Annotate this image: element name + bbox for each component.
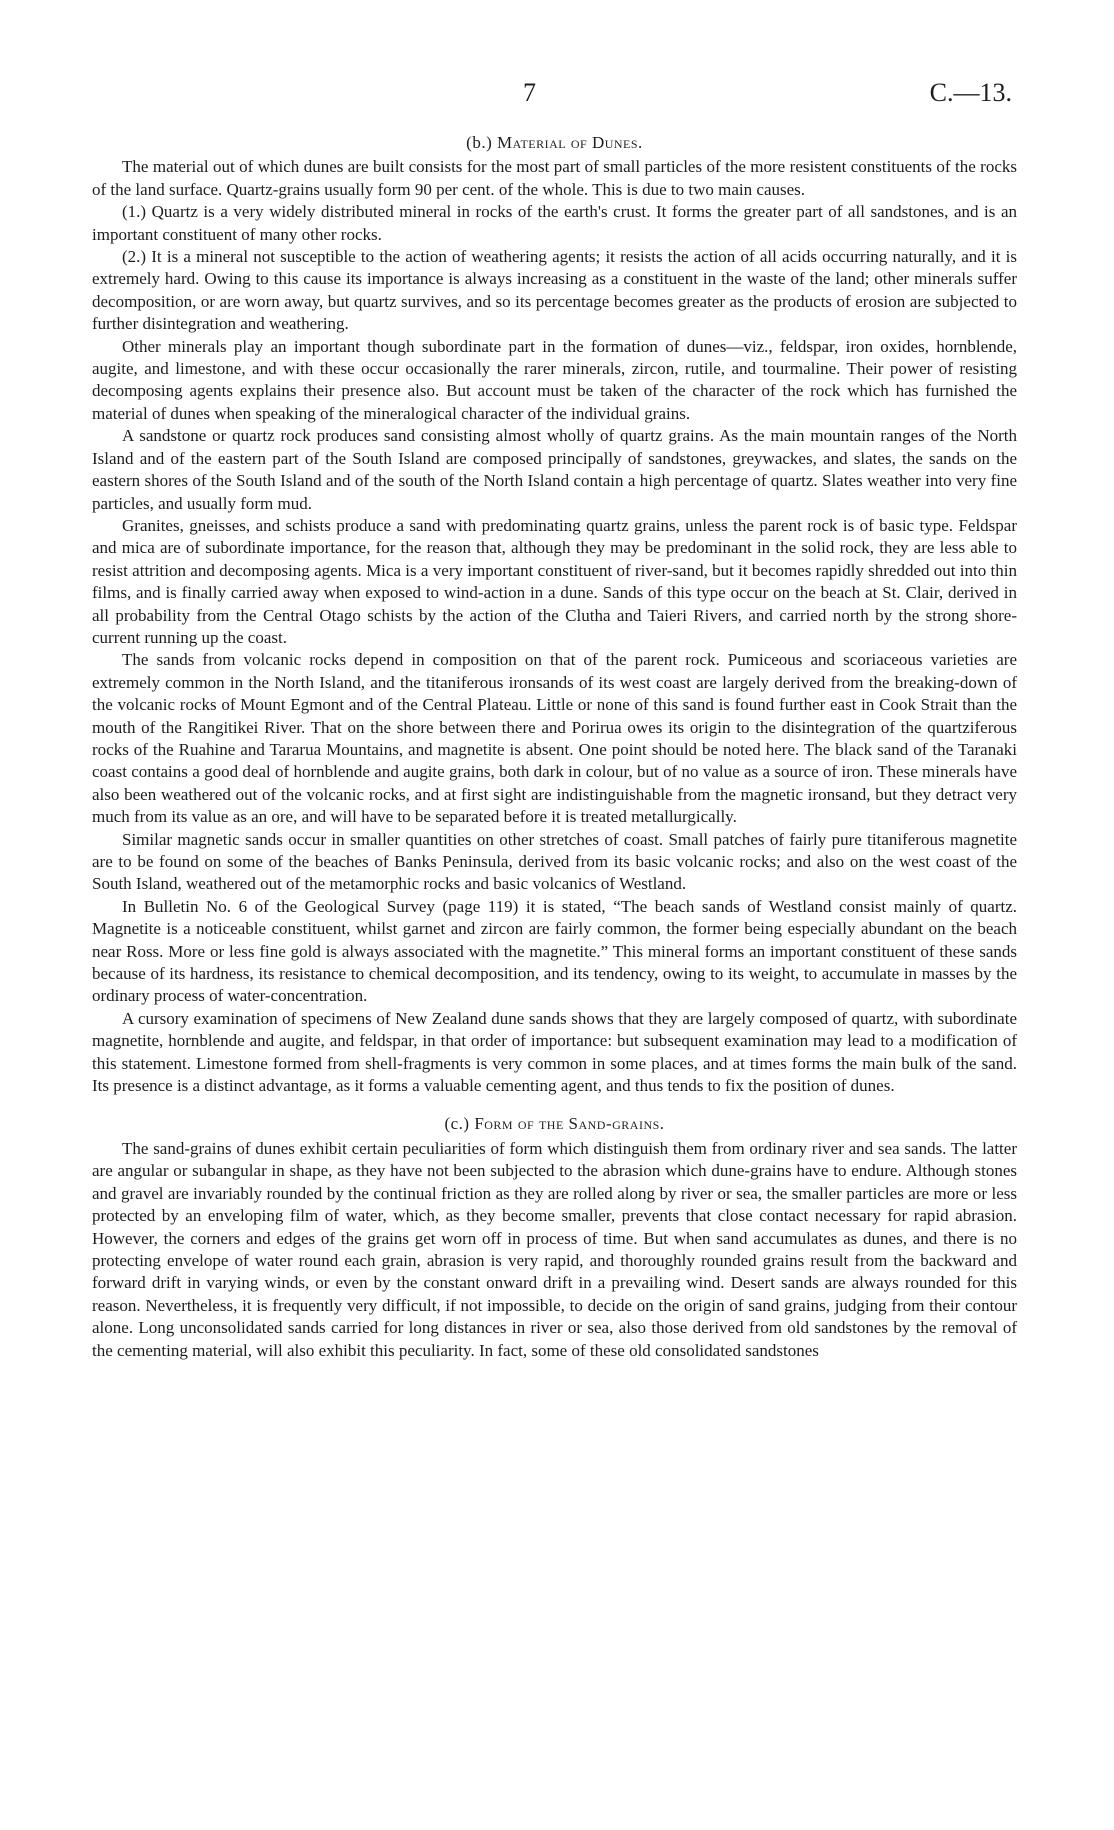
paragraph: The material out of which dunes are built consists for the most part of small particles of the more resistent constituents of the rocks of the land surface. Quartz-grains usually form 90 per cent. of the whole. This is due to two main causes. — [92, 157, 1017, 199]
paragraph: (2.) It is a mineral not susceptible to the action of weathering agents; it resists the action of all acids occurring naturally, and it is extremely hard. Owing to this cause its importance is always increasing as a constituent in the waste of the land; other minerals suffer decomposition, or are worn away, but quartz survives, and so its percentage becomes greater as the products of erosion are subjected to further disintegration and weathering. — [92, 247, 1017, 334]
paragraph: Other minerals play an important though subordinate part in the formation of dunes—viz., feldspar, iron oxides, hornblende, augite, and limestone, and with these occur occasionally the rarer minerals, zircon, rutile, and tourmaline. Their power of resisting decomposing agents explains their presence also. But account must be taken of the character of the rock which has furnished the material of dunes when speaking of the mineralogical character of the individual grains. — [92, 336, 1017, 423]
paragraph: Similar magnetic sands occur in smaller quantities on other stretches of coast. Small patches of fairly pure titaniferous magnetite are to be found on some of the beaches of Banks Peninsula, derived from its basic volcanic rocks; and also on the west coast of the South Island, weathered out of the metamorphic rocks and basic volcanics of Westland. — [92, 829, 1017, 894]
paragraph: In Bulletin No. 6 of the Geological Survey (page 119) it is stated, “The beach sands of Westland consist mainly of quartz. Magnetite is a noticeable constituent, whilst garnet and zircon are fairly common, the former being especially abundant on the beach near Ross. More or less fine gold is always associated with the magnetite.” This mineral forms an important constituent of these sands because of its hardness, its resistance to chemical decomposition, and its tendency, owing to its weight, to accumulate in masses by the ordinary process of water-concentration. — [92, 896, 1017, 1006]
paragraph: A cursory examination of specimens of New Zealand dune sands shows that they are largely composed of quartz, with subordinate magnetite, hornblende and augite, and feldspar, in that order of importance: but subsequent examination may lead to a modification of this statement. Limestone formed from shell-fragments is very common in some places, and at times forms the main bulk of the sand. Its presence is a distinct advantage, as it forms a valuable cementing agent, and thus tends to fix the position of dunes. — [92, 1008, 1017, 1096]
paragraph: Granites, gneisses, and schists produce a sand with predominating quartz grains, unless the parent rock is of basic type. Feldspar and mica are of subordinate importance, for the reason that, although they may be predominant in the solid rock, they are less able to resist attrition and decomposing agents. Mica is a very important constituent of river-sand, but it becomes rapidly shredded out into thin films, and is finally carried away when exposed to wind-action in a dune. Sands of this type occur on the beach at St. Clair, derived in all probability from the Central Otago schists by the action of the Clutha and Taieri Rivers, and carried north by the strong shore-current running up the coast. — [92, 515, 1017, 647]
section-title: Material of Dunes. — [497, 133, 643, 152]
section-heading-form-of-sand-grains — [92, 1113, 1017, 1135]
page-number: 7 — [523, 78, 536, 107]
section-title: Form of the Sand-grains. — [474, 1114, 665, 1134]
paragraph: The sand-grains of dunes exhibit certain peculiarities of form which distinguish them from ordinary river and sea sands. The latter are angular or subangular in shape, as they have not been subjected to the abrasion which dune-grains have to endure. Although stones and gravel are invariably rounded by the continual friction as they are rolled along by river or sea, the smaller particles are more or less protected by an enveloping film of water, which, as they become smaller, prevents that close contact necessary for rapid abrasion. However, the corners and edges of the grains get worn off in process of time. But when sand accumulates as dunes, and there is no protecting envelope of water round each grain, abrasion is very rapid, and thoroughly rounded grains result from the backward and forward drift in varying winds, or even by the constant onward drift in a prevailing wind. Desert sands are always rounded for this reason. Nevertheless, it is frequently very difficult, if not impossible, to decide on the origin of sand grains, judging from their contour alone. Long unconsolidated sands carried for long distances in river or sea, also those derived from old sandstones by the removal of the cementing material, will also exhibit this peculiarity. In fact, some of these old consolidated sandstones — [92, 1138, 1017, 1360]
section-label: (b.) — [466, 133, 493, 152]
section-label: (c.) — [444, 1114, 470, 1134]
section-heading-material-of-dunes — [92, 132, 1017, 154]
paragraph: (1.) Quartz is a very widely distributed mineral in rocks of the earth's crust. It forms the greater part of all sandstones, and is an important constituent of many other rocks. — [92, 202, 1017, 244]
paragraph: The sands from volcanic rocks depend in composition on that of the parent rock. Pumiceous and scoriaceous varieties are extremely common in the North Island, and the titaniferous ironsands of its west coast are largely derived from the breaking-down of the volcanic rocks of Mount Egmont and of the Central Plateau. Little or none of this sand is found further east in Cook Strait than the mouth of the Rangitikei River. That on the shore between there and Porirua owes its origin to the disintegration of the quartziferous rocks of the Ruahine and Tararua Mountains, and magnetite is absent. One point should be noted here. The black sand of the Taranaki coast contains a good deal of hornblende and augite grains, both dark in colour, but of no value as a source of iron. These minerals have also been weathered out of the volcanic rocks, and at first sight are indistinguishable from the magnetic ironsand, but they detract very much from its value as an ore, and will have to be separated before it is treated metallurgically. — [92, 650, 1017, 827]
page-body — [92, 132, 1017, 1362]
paragraph: A sandstone or quartz rock produces sand consisting almost wholly of quartz grains. As the main mountain ranges of the North Island and of the eastern part of the South Island are composed principally of sandstones, greywackes, and slates, the sands on the eastern shores of the South Island and of the south of the North Island contain a high percentage of quartz. Slates weather into very fine particles, and usually form mud. — [92, 426, 1017, 513]
document-reference: C.—13. — [929, 78, 1012, 107]
